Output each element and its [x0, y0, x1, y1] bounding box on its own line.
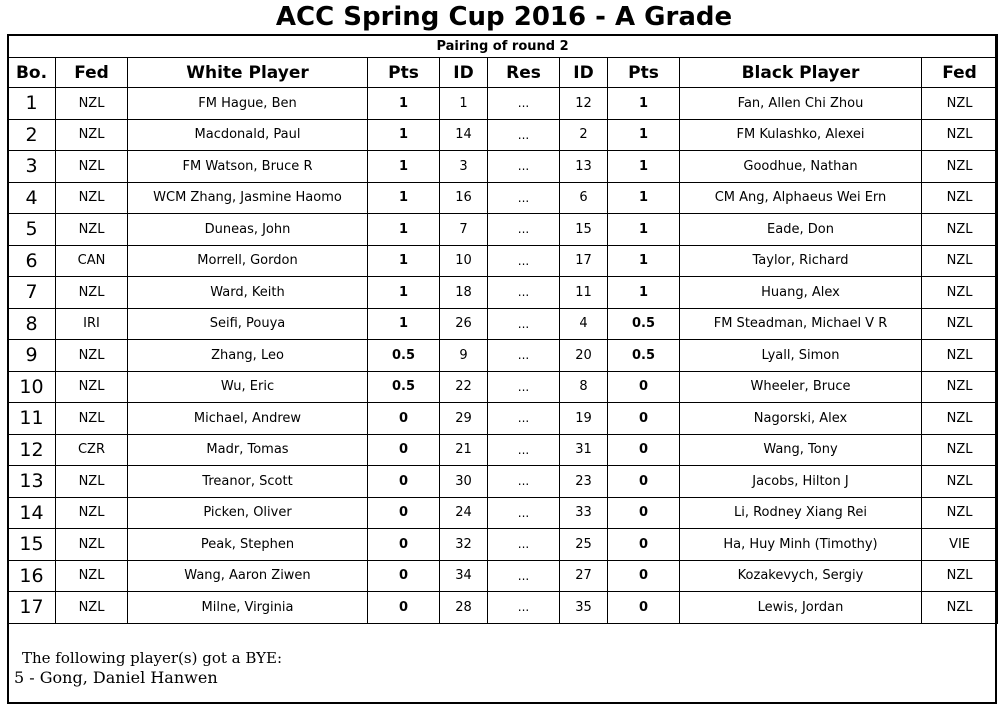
white-player-id: 3: [440, 151, 488, 183]
white-player-id: 14: [440, 119, 488, 151]
black-points: 1: [608, 214, 680, 246]
black-player-id: 35: [560, 592, 608, 624]
header-result: Res: [488, 58, 560, 88]
black-points: 1: [608, 182, 680, 214]
black-points: 1: [608, 277, 680, 309]
white-player-name: WCM Zhang, Jasmine Haomo: [128, 182, 368, 214]
black-points: 1: [608, 119, 680, 151]
white-player-id: 16: [440, 182, 488, 214]
black-player-name: CM Ang, Alphaeus Wei Ern: [680, 182, 922, 214]
header-black-pts: Pts: [608, 58, 680, 88]
black-player-id: 12: [560, 88, 608, 120]
white-points: 0: [368, 434, 440, 466]
black-points: 0: [608, 529, 680, 561]
result: ...: [488, 151, 560, 183]
white-federation: NZL: [56, 88, 128, 120]
board-number: 12: [8, 434, 56, 466]
bye-player: 5 - Gong, Daniel Hanwen: [14, 668, 218, 687]
white-points: 1: [368, 308, 440, 340]
white-player-name: Picken, Oliver: [128, 497, 368, 529]
result: ...: [488, 497, 560, 529]
white-player-id: 24: [440, 497, 488, 529]
board-number: 11: [8, 403, 56, 435]
black-federation: NZL: [922, 308, 998, 340]
black-player-name: Kozakevych, Sergiy: [680, 560, 922, 592]
board-number: 6: [8, 245, 56, 277]
black-points: 0: [608, 434, 680, 466]
white-player-name: Macdonald, Paul: [128, 119, 368, 151]
result: ...: [488, 371, 560, 403]
black-player-id: 17: [560, 245, 608, 277]
white-player-name: Madr, Tomas: [128, 434, 368, 466]
black-federation: NZL: [922, 88, 998, 120]
white-federation: CZR: [56, 434, 128, 466]
black-federation: NZL: [922, 434, 998, 466]
pairing-row: [8, 403, 998, 435]
result: ...: [488, 434, 560, 466]
white-player-name: Duneas, John: [128, 214, 368, 246]
white-player-id: 29: [440, 403, 488, 435]
black-points: 0: [608, 497, 680, 529]
white-federation: NZL: [56, 214, 128, 246]
board-number: 2: [8, 119, 56, 151]
white-points: 1: [368, 277, 440, 309]
board-number: 1: [8, 88, 56, 120]
result: ...: [488, 529, 560, 561]
board-number: 9: [8, 340, 56, 372]
result: ...: [488, 245, 560, 277]
black-federation: NZL: [922, 371, 998, 403]
pairing-row: [8, 560, 998, 592]
black-player-name: Ha, Huy Minh (Timothy): [680, 529, 922, 561]
pairing-row: [8, 497, 998, 529]
white-points: 1: [368, 151, 440, 183]
white-federation: NZL: [56, 277, 128, 309]
white-points: 0: [368, 529, 440, 561]
white-player-name: Treanor, Scott: [128, 466, 368, 498]
white-federation: IRI: [56, 308, 128, 340]
pairing-row: [8, 340, 998, 372]
bye-section: [14, 648, 282, 688]
white-points: 0: [368, 592, 440, 624]
header-white-pts: Pts: [368, 58, 440, 88]
black-points: 0.5: [608, 308, 680, 340]
black-federation: NZL: [922, 497, 998, 529]
white-player-name: Morrell, Gordon: [128, 245, 368, 277]
result: ...: [488, 182, 560, 214]
board-number: 13: [8, 466, 56, 498]
pairing-row: [8, 592, 998, 624]
result: ...: [488, 403, 560, 435]
black-federation: NZL: [922, 403, 998, 435]
header-white-id: ID: [440, 58, 488, 88]
white-federation: NZL: [56, 560, 128, 592]
page-title: ACC Spring Cup 2016 - A Grade: [275, 2, 733, 32]
white-player-name: Peak, Stephen: [128, 529, 368, 561]
black-player-name: Goodhue, Nathan: [680, 151, 922, 183]
board-number: 15: [8, 529, 56, 561]
black-player-id: 11: [560, 277, 608, 309]
black-player-name: Lyall, Simon: [680, 340, 922, 372]
black-federation: NZL: [922, 560, 998, 592]
black-player-id: 6: [560, 182, 608, 214]
black-player-id: 20: [560, 340, 608, 372]
header-white-player: White Player: [128, 58, 368, 88]
black-player-id: 31: [560, 434, 608, 466]
pairing-row: [8, 151, 998, 183]
black-player-id: 13: [560, 151, 608, 183]
result: ...: [488, 340, 560, 372]
black-player-name: FM Kulashko, Alexei: [680, 119, 922, 151]
black-player-name: Jacobs, Hilton J: [680, 466, 922, 498]
board-number: 10: [8, 371, 56, 403]
white-points: 1: [368, 119, 440, 151]
pairing-row: [8, 434, 998, 466]
black-player-name: Fan, Allen Chi Zhou: [680, 88, 922, 120]
white-federation: NZL: [56, 529, 128, 561]
black-player-id: 15: [560, 214, 608, 246]
white-federation: NZL: [56, 592, 128, 624]
white-points: 1: [368, 88, 440, 120]
white-player-id: 30: [440, 466, 488, 498]
pairing-table: [7, 34, 998, 624]
white-player-name: Zhang, Leo: [128, 340, 368, 372]
white-federation: NZL: [56, 403, 128, 435]
white-player-id: 22: [440, 371, 488, 403]
result: ...: [488, 308, 560, 340]
black-player-id: 8: [560, 371, 608, 403]
white-federation: CAN: [56, 245, 128, 277]
board-number: 8: [8, 308, 56, 340]
black-player-id: 33: [560, 497, 608, 529]
white-player-name: Ward, Keith: [128, 277, 368, 309]
black-player-name: Wheeler, Bruce: [680, 371, 922, 403]
pairing-row: [8, 466, 998, 498]
black-player-name: Wang, Tony: [680, 434, 922, 466]
black-points: 0: [608, 371, 680, 403]
white-player-name: Wang, Aaron Ziwen: [128, 560, 368, 592]
result: ...: [488, 466, 560, 498]
white-player-id: 26: [440, 308, 488, 340]
white-player-id: 1: [440, 88, 488, 120]
black-player-id: 25: [560, 529, 608, 561]
bye-label: The following player(s) got a BYE:: [22, 649, 283, 667]
white-federation: NZL: [56, 119, 128, 151]
white-federation: NZL: [56, 371, 128, 403]
white-points: 1: [368, 245, 440, 277]
board-number: 16: [8, 560, 56, 592]
white-points: 0.5: [368, 371, 440, 403]
white-federation: NZL: [56, 151, 128, 183]
pairing-row: [8, 182, 998, 214]
white-player-name: Seifi, Pouya: [128, 308, 368, 340]
header-white-fed: Fed: [56, 58, 128, 88]
pairing-row: [8, 529, 998, 561]
black-points: 1: [608, 245, 680, 277]
white-player-name: FM Hague, Ben: [128, 88, 368, 120]
white-player-id: 34: [440, 560, 488, 592]
black-player-id: 19: [560, 403, 608, 435]
black-points: 1: [608, 151, 680, 183]
white-player-name: Michael, Andrew: [128, 403, 368, 435]
pairing-row: [8, 214, 998, 246]
white-federation: NZL: [56, 497, 128, 529]
black-federation: NZL: [922, 245, 998, 277]
header-board: Bo.: [8, 58, 56, 88]
header-black-player: Black Player: [680, 58, 922, 88]
white-federation: NZL: [56, 466, 128, 498]
pairing-row: [8, 371, 998, 403]
black-federation: NZL: [922, 340, 998, 372]
white-player-id: 32: [440, 529, 488, 561]
black-player-id: 4: [560, 308, 608, 340]
black-player-id: 2: [560, 119, 608, 151]
white-player-id: 7: [440, 214, 488, 246]
board-number: 17: [8, 592, 56, 624]
board-number: 14: [8, 497, 56, 529]
white-player-name: Wu, Eric: [128, 371, 368, 403]
result: ...: [488, 88, 560, 120]
black-points: 0: [608, 560, 680, 592]
result: ...: [488, 560, 560, 592]
white-points: 0: [368, 466, 440, 498]
white-points: 0: [368, 403, 440, 435]
round-caption: Pairing of round 2: [8, 35, 998, 58]
column-header-row: [8, 58, 998, 88]
white-points: 0.5: [368, 340, 440, 372]
header-black-fed: Fed: [922, 58, 998, 88]
pairing-rows: [8, 88, 998, 624]
black-federation: NZL: [922, 466, 998, 498]
board-number: 3: [8, 151, 56, 183]
black-player-name: Taylor, Richard: [680, 245, 922, 277]
white-player-name: FM Watson, Bruce R: [128, 151, 368, 183]
black-player-name: Eade, Don: [680, 214, 922, 246]
result: ...: [488, 592, 560, 624]
black-federation: NZL: [922, 214, 998, 246]
black-federation: NZL: [922, 182, 998, 214]
white-player-id: 21: [440, 434, 488, 466]
result: ...: [488, 119, 560, 151]
black-player-name: Li, Rodney Xiang Rei: [680, 497, 922, 529]
black-federation: NZL: [922, 277, 998, 309]
black-points: 0: [608, 592, 680, 624]
result: ...: [488, 214, 560, 246]
black-points: 0.5: [608, 340, 680, 372]
black-player-name: FM Steadman, Michael V R: [680, 308, 922, 340]
black-player-id: 23: [560, 466, 608, 498]
white-federation: NZL: [56, 182, 128, 214]
black-player-name: Nagorski, Alex: [680, 403, 922, 435]
black-player-name: Huang, Alex: [680, 277, 922, 309]
black-points: 1: [608, 88, 680, 120]
black-federation: NZL: [922, 119, 998, 151]
black-player-name: Lewis, Jordan: [680, 592, 922, 624]
white-points: 0: [368, 497, 440, 529]
board-number: 7: [8, 277, 56, 309]
black-federation: VIE: [922, 529, 998, 561]
board-number: 4: [8, 182, 56, 214]
black-points: 0: [608, 466, 680, 498]
board-number: 5: [8, 214, 56, 246]
white-player-id: 28: [440, 592, 488, 624]
black-player-id: 27: [560, 560, 608, 592]
white-player-name: Milne, Virginia: [128, 592, 368, 624]
white-federation: NZL: [56, 340, 128, 372]
pairing-row: [8, 245, 998, 277]
white-player-id: 10: [440, 245, 488, 277]
pairing-row: [8, 119, 998, 151]
white-points: 1: [368, 182, 440, 214]
pairing-row: [8, 308, 998, 340]
black-points: 0: [608, 403, 680, 435]
white-points: 0: [368, 560, 440, 592]
white-points: 1: [368, 214, 440, 246]
white-player-id: 18: [440, 277, 488, 309]
black-federation: NZL: [922, 151, 998, 183]
white-player-id: 9: [440, 340, 488, 372]
pairing-row: [8, 88, 998, 120]
header-black-id: ID: [560, 58, 608, 88]
black-federation: NZL: [922, 592, 998, 624]
pairing-row: [8, 277, 998, 309]
result: ...: [488, 277, 560, 309]
